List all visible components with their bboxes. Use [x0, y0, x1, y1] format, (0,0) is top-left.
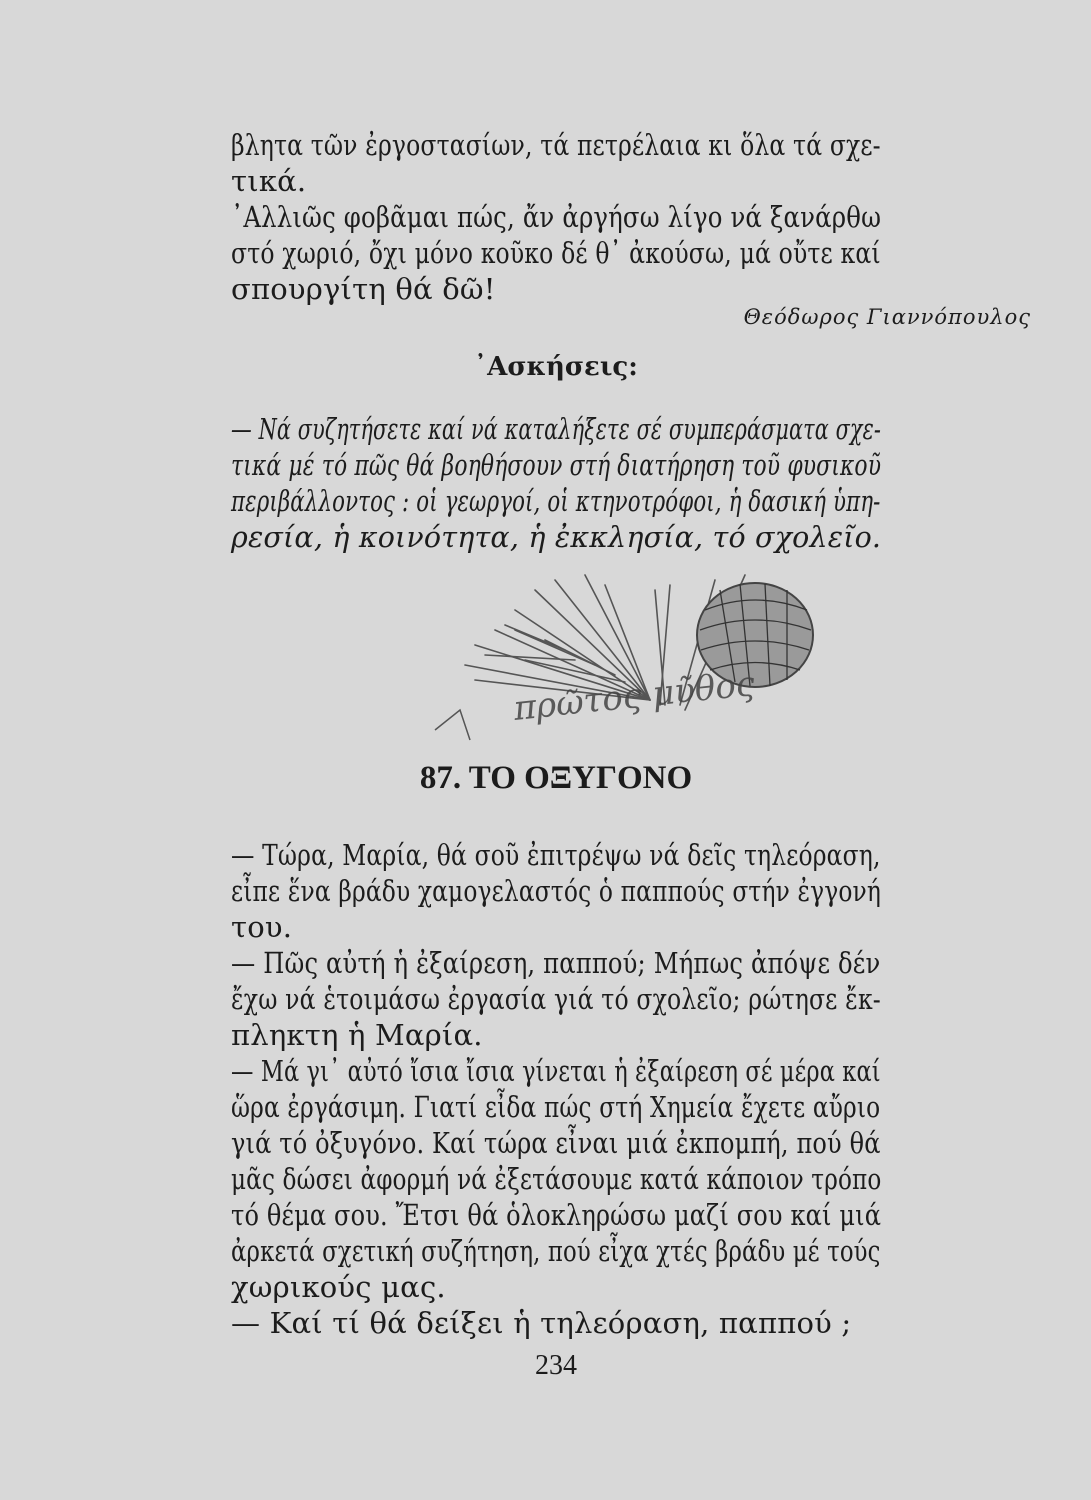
exercise-line: περιβάλλοντος : οἱ γεωργοί, οἱ κτηνοτρόφοι, ἡ δασική ὑπη- — [231, 484, 881, 518]
text-line: σπουργίτη θά δῶ! — [231, 272, 496, 306]
body-line: εἶπε ἕνα βράδυ χαμογελαστός ὁ παππούς στήν ἐγγονή — [231, 874, 882, 908]
text-line: βλητα τῶν ἐργοστασίων, τά πετρέλαια κι ὅλα τά σχε- — [231, 128, 881, 162]
body-line: πληκτη ἡ Μαρία. — [231, 1018, 483, 1052]
text-line: ᾿Αλλιῶς φοβᾶμαι πώς, ἄν ἀργήσω λίγο νά ξανάρθω — [231, 200, 882, 234]
body-line: — Καί τί θά δείξει ἡ τηλεόραση, παππού ; — [231, 1306, 852, 1340]
body-line: ἀρκετά σχετική συζήτηση, πού εἶχα χτές βράδυ μέ τούς — [231, 1234, 881, 1268]
text-line: τικά. — [231, 164, 307, 198]
body-line: ἔχω νά ἑτοιμάσω ἐργασία γιά τό σχολεῖο; ρώτησε ἔκ- — [231, 982, 881, 1016]
exercise-line: ρεσία, ἡ κοινότητα, ἡ ἐκκλησία, τό σχολεῖο. — [231, 520, 882, 554]
text-line: στό χωριό, ὄχι μόνο κοῦκο δέ θ᾿ ἀκούσω, μά οὔτε καί — [231, 236, 881, 270]
pine-cone-illustration — [415, 570, 895, 750]
body-line: χωρικούς μας. — [231, 1270, 446, 1304]
body-line: γιά τό ὀξυγόνο. Καί τώρα εἶναι μιά ἐκπομπή, πού θά — [231, 1126, 881, 1160]
body-line: του. — [231, 910, 293, 944]
body-line: — Τώρα, Μαρία, θά σοῦ ἐπιτρέψω νά δεῖς τηλεόραση, — [231, 838, 881, 872]
exercise-line: — Νά συζητήσετε καί νά καταλήξετε σέ συμπεράσματα σχε- — [231, 412, 882, 446]
body-line: ὥρα ἐργάσιμη. Γιατί εἶδα πώς στή Χημεία ἔχετε αὔριο — [231, 1090, 881, 1124]
body-line: — Πῶς αὐτή ἡ ἐξαίρεση, παππού; Μήπως ἀπόψε δέν — [231, 946, 881, 980]
exercise-line: τικά μέ τό πῶς θά βοηθήσουν στή διατήρηση τοῦ φυσικοῦ — [231, 448, 882, 482]
page-number: 234 — [535, 1350, 577, 1381]
body-line: — Μά γι᾿ αὐτό ἴσια ἴσια γίνεται ἡ ἐξαίρεση σέ μέρα καί — [231, 1054, 881, 1088]
body-line: μᾶς δώσει ἀφορμή νά ἐξετάσουμε κατά κάποιον τρόπο — [231, 1162, 882, 1196]
body-line: τό θέμα σου. Ἔτσι θά ὁλοκληρώσω μαζί σου καί μιά — [231, 1198, 882, 1232]
exercises-heading: ᾿Ασκήσεις: — [474, 352, 638, 382]
handwritten-note: πρῶτος μῦθος — [511, 663, 757, 729]
chapter-title: 87. ΤΟ ΟΞΥΓΟΝΟ — [419, 760, 693, 796]
author-name: Θεόδωρος Γιαννόπουλος — [743, 305, 1031, 329]
